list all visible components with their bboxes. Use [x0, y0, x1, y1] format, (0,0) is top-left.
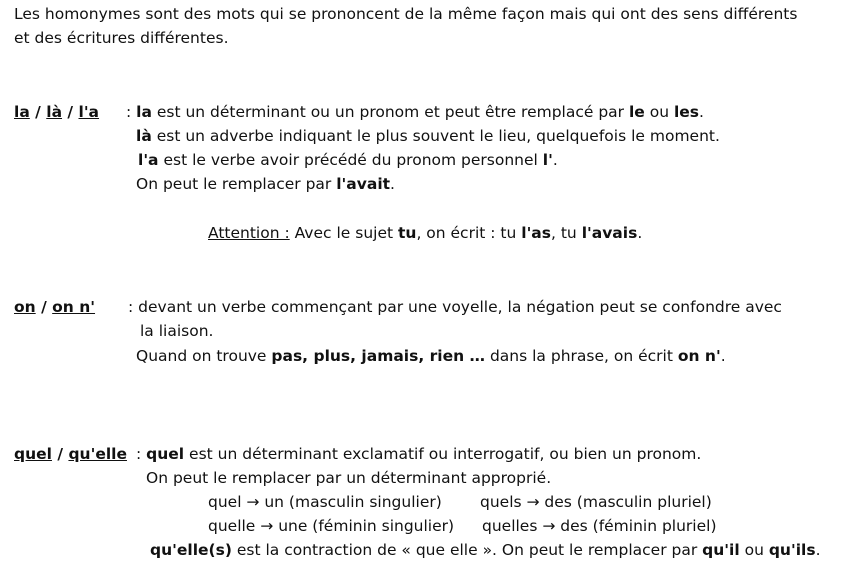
bold-term: l'as [521, 224, 551, 242]
bold-term: qu'elle(s) [150, 541, 232, 559]
text: Quand on trouve [136, 347, 272, 365]
term-la: la [14, 103, 30, 121]
section-on-heading [14, 297, 95, 317]
colon: : [126, 103, 137, 121]
text: . [552, 151, 558, 169]
text: ou [739, 541, 769, 559]
heading-separator: / [62, 103, 79, 121]
term-l-a: l'a [78, 103, 100, 121]
la-definition [126, 102, 704, 122]
text: est un déterminant ou un pronom et peut être remplacé par [151, 103, 629, 121]
bold-term: l'a [138, 151, 159, 169]
on-rule [136, 346, 726, 366]
text: dans la phrase, on écrit [485, 347, 678, 365]
quel-example-1: quel → un (masculin singulier) [208, 493, 442, 511]
text: , tu [551, 224, 582, 242]
heading-separator: / [51, 445, 69, 463]
bold-term: la [136, 103, 152, 121]
bold-term: pas, plus, jamais, rien … [271, 347, 486, 365]
bold-term: qu'ils [768, 541, 816, 559]
la-adverb-definition [136, 126, 720, 146]
heading-separator: / [35, 298, 53, 316]
text: est le verbe avoir précédé du pronom personnel [158, 151, 543, 169]
on-definition-1: : devant un verbe commençant par une voyelle, la négation peut se confondre avec [128, 298, 782, 316]
text: est un adverbe indiquant le plus souvent le lieu, quelquefois le moment. [151, 127, 720, 145]
text: . [637, 224, 643, 242]
on-definition-2: la liaison. [140, 322, 214, 340]
quelles-example: quelles → des (féminin pluriel) [482, 517, 717, 535]
bold-term: on n' [677, 347, 721, 365]
l-a-definition [138, 150, 558, 170]
text: ou [644, 103, 674, 121]
bold-term: l' [542, 151, 553, 169]
term-on: on [14, 298, 36, 316]
bold-term: qu'il [702, 541, 740, 559]
bold-term: l'avais [581, 224, 638, 242]
text: On peut le remplacer par [136, 175, 337, 193]
heading-separator: / [29, 103, 47, 121]
attention-label: Attention : [208, 224, 290, 242]
quelle-example: quelle → une (féminin singulier) [208, 517, 455, 535]
bold-term: les [673, 103, 700, 121]
intro-line-1: Les homonymes sont des mots qui se prononcent de la même façon mais qui ont des sens différents [14, 5, 798, 23]
quels-example: quels → des (masculin pluriel) [480, 493, 712, 511]
text: Avec le sujet [289, 224, 398, 242]
text: . [720, 347, 726, 365]
term-on-n: on n' [52, 298, 96, 316]
term-la-adverb: là [46, 103, 63, 121]
text: . [815, 541, 821, 559]
bold-term: le [628, 103, 645, 121]
bold-term: l'avait [336, 175, 391, 193]
term-qu-elle: qu'elle [68, 445, 127, 463]
section-la-heading [14, 102, 99, 122]
bold-term: tu [397, 224, 417, 242]
bold-term: là [136, 127, 152, 145]
text: est la contraction de « que elle ». On peut le remplacer par [231, 541, 703, 559]
attention-note [208, 223, 642, 243]
text: . [390, 175, 395, 193]
text: , on écrit : tu [416, 224, 522, 242]
text: est un déterminant exclamatif ou interrogatif, ou bien un pronom. [184, 445, 702, 463]
l-a-replacement [136, 174, 395, 194]
term-quel: quel [14, 445, 52, 463]
bold-term: quel [146, 445, 185, 463]
qu-elle-definition [150, 540, 821, 560]
intro-line-2: et des écritures différentes. [14, 29, 229, 47]
colon: : [136, 445, 147, 463]
section-quel-heading [14, 444, 127, 464]
quel-definition [136, 444, 701, 464]
quel-replacement: On peut le remplacer par un déterminant approprié. [146, 469, 552, 487]
text: . [699, 103, 704, 121]
